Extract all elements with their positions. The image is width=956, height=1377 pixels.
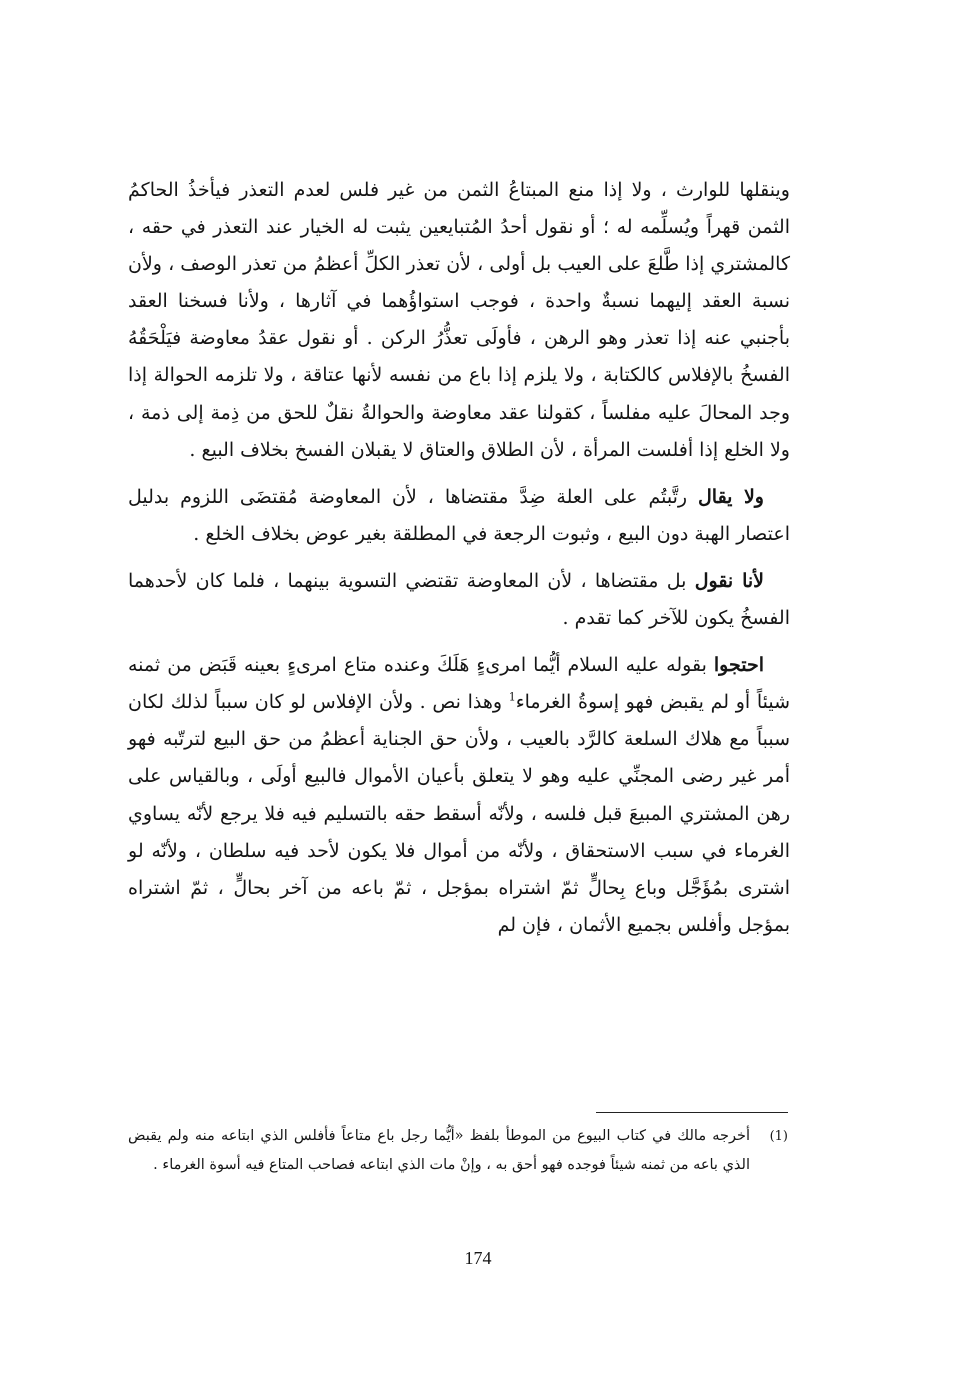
paragraph-1-text: وينقلها للوارث ، ولا إذا منع المبتاعُ الثمن من غير فلس لعدم التعذر فيأخذُ الحاكمُ الثمن قهراً ويُسلِّمه له ؛ أو نقول أحدُ المُتبايعين يثبت له الخيار عند التعذر في حقه ، كالمشتري إذا طَّلعَ على العيب بل أولى ، لأن تعذر الكلِّ أعظمُ من تعذر الوصف ، ولأن نسبة العقد إليهما نسبةٌ واحدة ، فوجب استواؤُهما في آثارها ، ولأنا فسخنا العقد بأجنبي عنه إذا تعذر وهو الرهن ، فأولَى تعذُّرُ الركن . أو نقول عقدُ معاوضة فيَلْحَقُهُ الفسخُ بالإفلاس كالكتابة ، ولا يلزم إذا باع من نفسه لأنها عتاقة ، ولا تلزمه الحوالة إذا وجد المحالَ عليه مفلساً ، كقولنا عقد معاوضة والحوالةُ نقلٌ للحق من ذِمة إلى ذمة ، ولا الخلع إذا أفلست المرأة ، لأن الطلاق والعتاق لا يقبلان الفسخ بخلاف البيع .: [128, 179, 790, 461]
paragraph-1: [128, 172, 790, 469]
paragraph-4-lead: احتجوا: [713, 654, 764, 677]
footnotes-section: [128, 1122, 788, 1180]
paragraph-4-text: بقوله عليه السلام أيُّما امرىءٍ هَلَكَ وعنده متاع امرىءٍ بعينه قَبَض من ثمنه شيئاً أو لم يقبض فهو إسوةُ الغرماء: [128, 654, 790, 714]
footnote-1-text: أخرجه مالك في كتاب البيوع من الموطأ بلفظ «أيُّما رجل باع متاعاً فأفلس الذي ابتاعه منه ولم يقبض الذي باعه من ثمنه شيئاً فوجده فهو أحق به ، وإنْ مات الذي ابتاعه فصاحب المتاع فيه أسوة الغرماء .: [128, 1128, 750, 1173]
paragraph-3: [128, 563, 790, 637]
paragraph-4-tail: وهذا نص . ولأن الإفلاس لو كان سبباً لذلك لكان سبباً مع هلاك السلعة كالرَّد بالعيب ، ولأن حق الجناية أعظمُ من حق البيع لترتّبه فهو أمر غير رضى المجنِّي عليه وهو لا يتعلق بأعيان الأموال فالبيع أولَى ، وبالقياس على رهن المشتري المبيعَ قبل فلسه ، ولأنّه أسقط حقه بالتسليم فيه فلا يرجع لأنّه يساوي الغرماء في سبب الاستحقاق ، ولأنّه من أموال فلا يكون لأحد فيه سلطان ، ولأنّه لو اشترى بمُؤَجَّل وباع بِحالٍّ ثمّ اشتراه بمؤجل ، ثمّ باعه من آخر بحالٍّ ، ثمّ اشتراه بمؤجل وأفلس بجميع الأثمان ، فإن لم: [128, 691, 790, 936]
paragraph-4: [128, 647, 790, 944]
main-text-body: [128, 172, 790, 944]
paragraph-3-text: بل مقتضاها ، لأن المعاوضة تقتضي التسوية بينهما ، فلما كان لأحدهما الفسخُ يكون للآخر كما تقدم .: [128, 569, 790, 630]
paragraph-2: [128, 479, 790, 553]
footnote-reference[interactable]: 1: [508, 690, 516, 704]
footnote-1-number: (1): [769, 1129, 788, 1144]
paragraph-3-lead: لأنا نقول: [694, 569, 764, 592]
paragraph-2-lead: ولا يقال: [697, 485, 764, 508]
footnote-divider: [596, 1112, 788, 1113]
footnote-1: [128, 1122, 788, 1180]
paragraph-2-text: رتَّبتُم على العلة ضِدَّ مقتضاها ، لأن المعاوضة مُقتضَى اللزوم بدليل اعتصار الهبة دون البيع ، وثبوت الرجعة في المطلقة بغير عوض بخلاف الخلع .: [128, 485, 790, 545]
page-number: 174: [464, 1248, 492, 1268]
